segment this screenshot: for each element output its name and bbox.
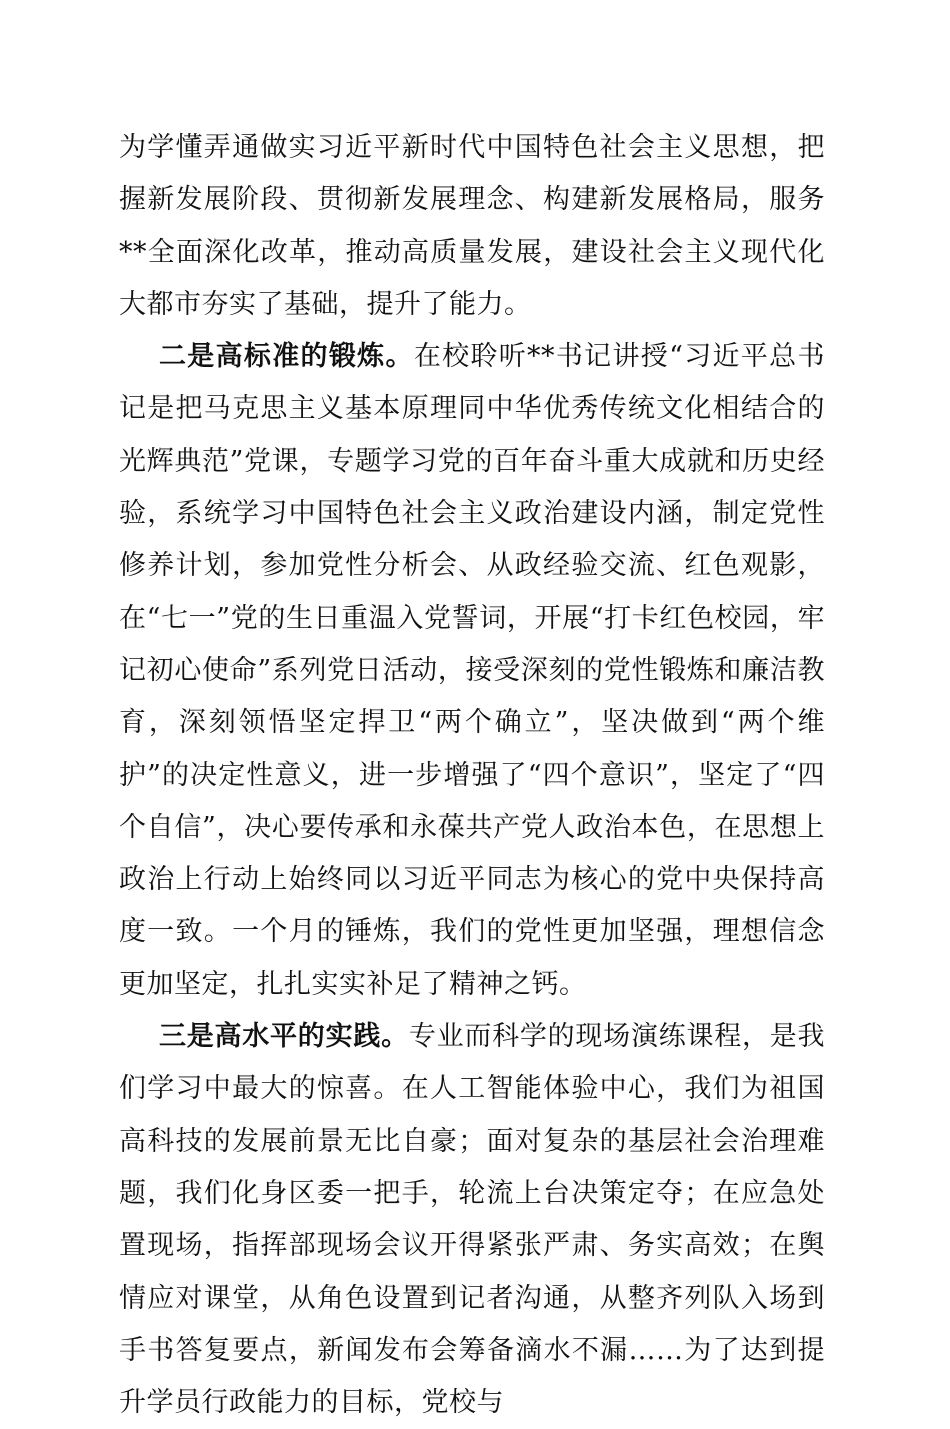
paragraph-text: 专业而科学的现场演练课程，是我们学习中最大的惊喜。在人工智能体验中心，我们为祖国高科技的发展前景无比自豪；面对复杂的基层社会治理难题，我们化身区委一把手，轮流上台决策定夺；在应急处置现场，指挥部现场会议开得紧张严肃、务实高效；在舆情应对课堂，从角色设置到记者沟通，从整齐列队入场到手书答复要点，新闻发布会筹备滴水不漏……为了达到提升学员行政能力的目标，党校与 [119,1021,826,1419]
document-body [119,122,825,1429]
paragraph-high-standard-training [119,331,825,1011]
paragraph-text: 在校聆听**书记讲授“习近平总书记是把马克思主义基本原理同中华优秀传统文化相结合的光辉典范”党课，专题学习党的百年奋斗重大成就和历史经验，系统学习中国特色社会主义政治建设内涵，制定党性修养计划，参加党性分析会、从政经验交流、红色观影，在“七一”党的生日重温入党誓词，开展“打卡红色校园，牢记初心使命”系列党日活动，接受深刻的党性锻炼和廉洁教育，深刻领悟坚定捍卫“两个确立”，坚决做到“两个维护”的决定性意义，进一步增强了“四个意识”，坚定了“四个自信”，决心要传承和永葆共产党人政治本色，在思想上政治上行动上始终同以习近平同志为核心的党中央保持高度一致。一个月的锤炼，我们的党性更加坚强，理想信念更加坚定，扎扎实实补足了精神之钙。 [119,341,825,1000]
paragraph-text: 为学懂弄通做实习近平新时代中国特色社会主义思想，把握新发展阶段、贯彻新发展理念、构建新发展格局，服务**全面深化改革，推动高质量发展，建设社会主义现代化大都市夯实了基础，提升了能力。 [119,132,825,320]
paragraph-continuation [119,122,825,331]
paragraph-high-level-practice [119,1011,825,1429]
paragraph-lead: 三是高水平的实践。 [159,1021,409,1053]
paragraph-lead: 二是高标准的锻炼。 [159,341,414,373]
